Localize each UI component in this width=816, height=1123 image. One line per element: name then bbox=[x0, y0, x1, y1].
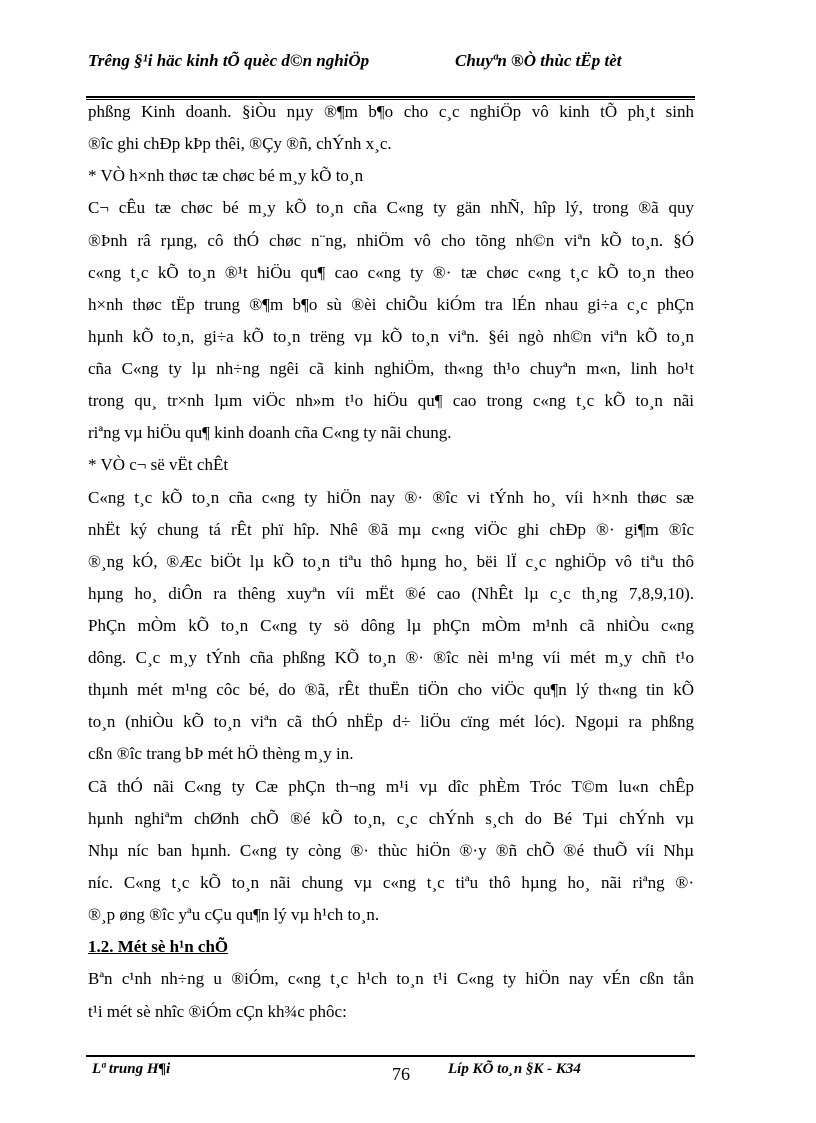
header-rule bbox=[86, 96, 695, 98]
body-line: Nhµ níc ban hµnh. C«ng ty còng ®· thùc hiÖn ®·y ®ñ chÕ ®é thuÕ víi Nhµ bbox=[88, 841, 694, 860]
page-number: 76 bbox=[392, 1064, 410, 1084]
body-line: PhÇn mÒm kÕ to¸n C«ng ty sö dông lµ phÇn mÒm m¹nh cã nhiÒu c«ng bbox=[88, 616, 694, 635]
body-line: níc. C«ng t¸c kÕ to¸n nãi chung vµ c«ng t¸c tiªu thô hµng ho¸ nãi riªng ®· bbox=[88, 873, 694, 892]
body-line: hµnh nghiªm chØnh chÕ ®é kÕ to¸n, c¸c chÝnh s¸ch do Bé Tµi chÝnh vµ bbox=[88, 809, 694, 828]
body-line: C¬ cÊu tæ chøc bé m¸y kÕ to¸n cña C«ng ty gän nhÑ, hîp lý, trong ®ã quy bbox=[88, 198, 694, 217]
body-line: riªng vµ hiÖu qu¶ kinh doanh cña C«ng ty nãi chung. bbox=[88, 423, 452, 442]
footer-rule bbox=[86, 1055, 695, 1057]
body-line: cña C«ng ty lµ nh÷ng ngêi cã kinh nghiÖm, th«ng th¹o chuyªn m«n, linh ho¹t bbox=[88, 359, 694, 378]
section-heading bbox=[88, 936, 694, 958]
body-line: t¹i mét sè nhîc ®iÓm cÇn kh¾c phôc: bbox=[88, 1002, 347, 1021]
body-line: C«ng t¸c kÕ to¸n cña c«ng ty hiÖn nay ®· ®îc vi tÝnh ho¸ víi h×nh thøc sæ bbox=[88, 488, 694, 507]
body-line: c«ng t¸c kÕ to¸n ®¹t hiÖu qu¶ cao c«ng ty ®· tæ chøc c«ng t¸c kÕ to¸n theo bbox=[88, 263, 694, 282]
body-line: ®îc ghi chÐp kÞp thêi, ®Çy ®ñ, chÝnh x¸c. bbox=[88, 134, 392, 153]
body-line: hµng ho¸ diÔn ra thêng xuyªn víi mËt ®é cao (NhÊt lµ c¸c th¸ng 7,8,9,10). bbox=[88, 584, 694, 603]
body-line: Bªn c¹nh nh÷ng u ®iÓm, c«ng t¸c h¹ch to¸n t¹i C«ng ty hiÖn nay vÉn cßn tån bbox=[88, 969, 694, 988]
body-line: h×nh thøc tËp trung ®¶m b¶o sù ®èi chiÕu kiÓm tra lÉn nhau gi÷a c¸c phÇn bbox=[88, 295, 694, 314]
body-line: * VÒ c¬ së vËt chÊt bbox=[88, 455, 229, 474]
header-rule-thin bbox=[86, 99, 695, 100]
header-right: Chuyªn ®Ò thùc tËp tèt bbox=[455, 51, 622, 70]
body-line: nhËt ký chung tá rÊt phï hîp. Nhê ®ã mµ c«ng viÖc ghi chÐp ®· gi¶m ®îc bbox=[88, 520, 694, 539]
body-line: ®¸p øng ®îc yªu cÇu qu¶n lý vµ h¹ch to¸n. bbox=[88, 905, 380, 924]
body-line: cßn ®îc trang bÞ mét hÖ thèng m¸y in. bbox=[88, 744, 354, 763]
body-line: Cã thÓ nãi C«ng ty Cæ phÇn th¬ng m¹i vµ dîc phÈm Tróc T©m lu«n chÊp bbox=[88, 777, 694, 796]
body-line: thµnh mét m¹ng côc bé, do ®ã, rÊt thuËn tiÖn cho viÖc qu¶n lý th«ng tin kÕ bbox=[88, 680, 694, 699]
header-left: Trêng §¹i häc kinh tÕ quèc d©n nghiÖp bbox=[88, 51, 370, 70]
body-line: ®Þnh râ rµng, cô thÓ chøc n¨ng, nhiÖm vô cho tõng nh©n viªn kÕ to¸n. §Ó bbox=[88, 231, 694, 250]
body-line: * VÒ h×nh thøc tæ chøc bé m¸y kÕ to¸n bbox=[88, 166, 364, 185]
section-heading-text: 1.2. Mét sè h¹n chÕ bbox=[88, 937, 229, 956]
body-line: to¸n (nhiÒu kÕ to¸n viªn cã thÓ nhËp d÷ liÖu cïng mét lóc). Ngoµi ra phßng bbox=[88, 712, 694, 731]
body-line: phßng Kinh doanh. §iÒu nµy ®¶m b¶o cho c¸c nghiÖp vô kinh tÕ ph¸t sinh bbox=[88, 102, 694, 121]
body-line: ®¸ng kÓ, ®Æc biÖt lµ kÕ to¸n tiªu thô hµng ho¸ bëi lÏ c¸c nghiÖp vô tiªu thô bbox=[88, 552, 694, 571]
body-line: hµnh kÕ to¸n, gi÷a kÕ to¸n trëng vµ kÕ to¸n viªn. §éi ngò nh©n viªn kÕ to¸n bbox=[88, 327, 694, 346]
footer-author: Lª trung H¶i bbox=[92, 1061, 171, 1077]
footer-class: Líp KÕ to¸n §K - K34 bbox=[448, 1061, 581, 1077]
body-line: trong qu¸ tr×nh lµm viÖc nh»m t¹o hiÖu qu¶ cao trong c«ng t¸c kÕ to¸n nãi bbox=[88, 391, 694, 410]
body-line: dông. C¸c m¸y tÝnh cña phßng KÕ to¸n ®· ®îc nèi m¹ng víi mét m¸y chñ t¹o bbox=[88, 648, 694, 667]
